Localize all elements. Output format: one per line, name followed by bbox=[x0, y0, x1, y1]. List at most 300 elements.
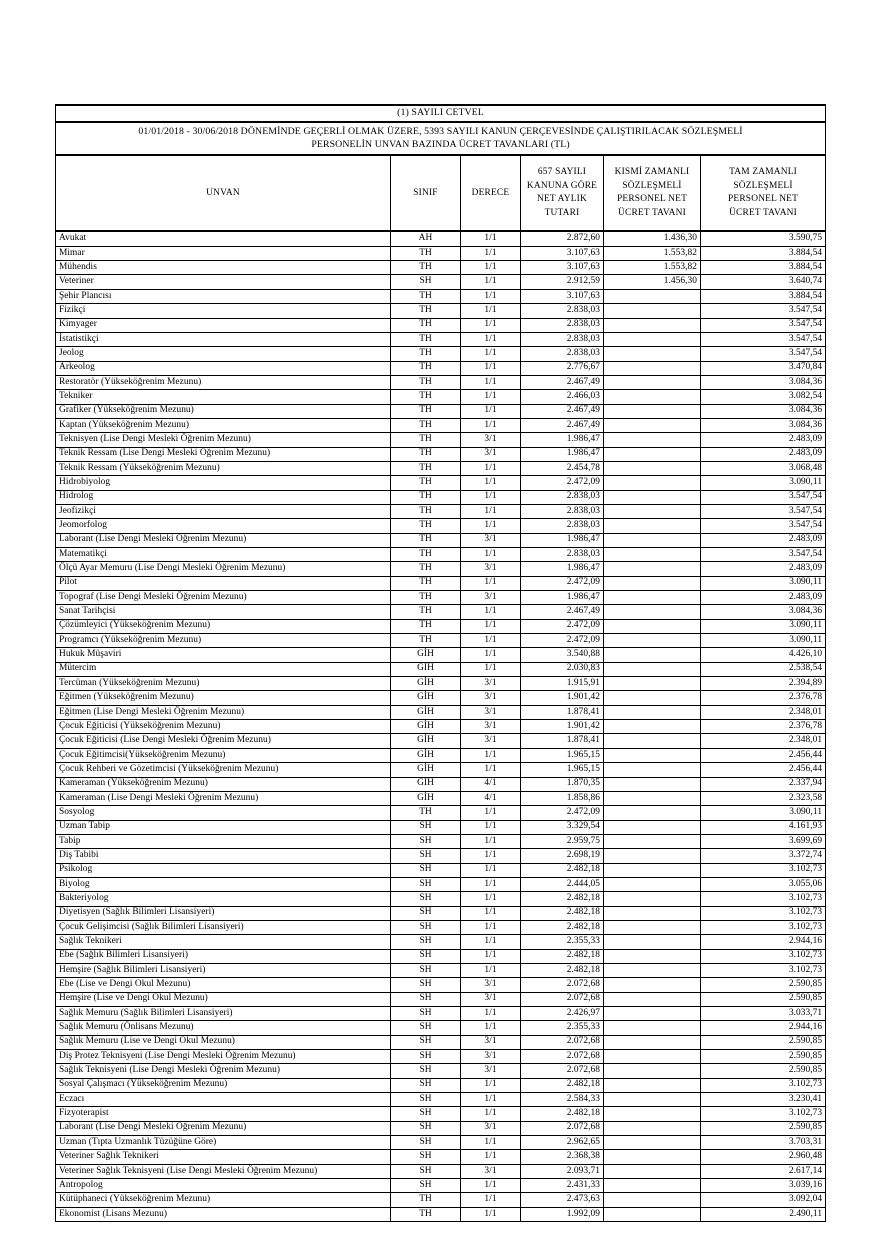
cell-sinif: SH bbox=[391, 1050, 461, 1064]
cell-tam-zamanli-tavan: 4.161,93 bbox=[701, 820, 826, 834]
cell-kismi-zamanli-tavan: 1.456,30 bbox=[604, 275, 701, 289]
table-row bbox=[56, 1150, 826, 1164]
cell-derece: 3/1 bbox=[461, 705, 521, 719]
cell-sinif: SH bbox=[391, 1093, 461, 1107]
cell-kismi-zamanli-tavan bbox=[604, 591, 701, 605]
cell-sinif: GİH bbox=[391, 677, 461, 691]
net-aylik-line-3: NET AYLIK bbox=[537, 194, 587, 205]
cell-kismi-zamanli-tavan bbox=[604, 304, 701, 318]
cell-unvan: Sağlık Teknikeri bbox=[56, 935, 391, 949]
cell-derece: 1/1 bbox=[461, 548, 521, 562]
cell-sinif: SH bbox=[391, 935, 461, 949]
cell-kismi-zamanli-tavan bbox=[604, 662, 701, 676]
table-row bbox=[56, 404, 826, 418]
cell-unvan: Matematikçi bbox=[56, 548, 391, 562]
cell-net-aylik-tutari: 2.838,03 bbox=[521, 347, 604, 361]
cell-kismi-zamanli-tavan bbox=[604, 877, 701, 891]
table-row bbox=[56, 533, 826, 547]
cell-kismi-zamanli-tavan bbox=[604, 677, 701, 691]
table-row bbox=[56, 963, 826, 977]
cell-unvan: Psikolog bbox=[56, 863, 391, 877]
cell-derece: 1/1 bbox=[461, 490, 521, 504]
cell-kismi-zamanli-tavan: 1.553,82 bbox=[604, 261, 701, 275]
cell-sinif: TH bbox=[391, 347, 461, 361]
cell-net-aylik-tutari: 2.072,68 bbox=[521, 1121, 604, 1135]
cell-sinif: TH bbox=[391, 634, 461, 648]
cell-derece: 1/1 bbox=[461, 246, 521, 260]
table-row bbox=[56, 1164, 826, 1178]
cell-unvan: Antropolog bbox=[56, 1179, 391, 1193]
cell-tam-zamanli-tavan: 3.068,48 bbox=[701, 461, 826, 475]
cell-derece: 1/1 bbox=[461, 275, 521, 289]
cell-unvan: Laborant (Lise Dengi Mesleki Öğrenim Mezunu) bbox=[56, 1121, 391, 1135]
table-row bbox=[56, 476, 826, 490]
cell-tam-zamanli-tavan: 3.102,73 bbox=[701, 1107, 826, 1121]
cell-net-aylik-tutari: 2.072,68 bbox=[521, 992, 604, 1006]
cell-derece: 1/1 bbox=[461, 1107, 521, 1121]
cell-kismi-zamanli-tavan bbox=[604, 834, 701, 848]
cell-kismi-zamanli-tavan bbox=[604, 892, 701, 906]
cell-net-aylik-tutari: 2.912,59 bbox=[521, 275, 604, 289]
column-header-kismi-zamanli bbox=[604, 155, 701, 231]
cell-tam-zamanli-tavan: 2.590,85 bbox=[701, 992, 826, 1006]
table-row bbox=[56, 992, 826, 1006]
table-header bbox=[56, 105, 826, 231]
cell-sinif: TH bbox=[391, 447, 461, 461]
table-row bbox=[56, 791, 826, 805]
cell-derece: 1/1 bbox=[461, 963, 521, 977]
cell-derece: 1/1 bbox=[461, 1207, 521, 1221]
table-row bbox=[56, 1121, 826, 1135]
cell-kismi-zamanli-tavan bbox=[604, 347, 701, 361]
cell-unvan: Fizikçi bbox=[56, 304, 391, 318]
cell-kismi-zamanli-tavan bbox=[604, 404, 701, 418]
cell-derece: 1/1 bbox=[461, 375, 521, 389]
cell-tam-zamanli-tavan: 2.590,85 bbox=[701, 1064, 826, 1078]
cell-unvan: Biyolog bbox=[56, 877, 391, 891]
cell-sinif: TH bbox=[391, 562, 461, 576]
table-row bbox=[56, 906, 826, 920]
cell-kismi-zamanli-tavan bbox=[604, 791, 701, 805]
cell-derece: 3/1 bbox=[461, 1121, 521, 1135]
table-row bbox=[56, 261, 826, 275]
cell-kismi-zamanli-tavan bbox=[604, 648, 701, 662]
cell-unvan: Ölçü Ayar Memuru (Lise Dengi Mesleki Öğrenim Mezunu) bbox=[56, 562, 391, 576]
cell-derece: 1/1 bbox=[461, 863, 521, 877]
cell-unvan: Kameraman (Lise Dengi Mesleki Öğrenim Mezunu) bbox=[56, 791, 391, 805]
cell-derece: 4/1 bbox=[461, 777, 521, 791]
cell-net-aylik-tutari: 1.986,47 bbox=[521, 591, 604, 605]
tam-line-3: PERSONEL NET bbox=[728, 194, 799, 205]
cell-sinif: SH bbox=[391, 834, 461, 848]
cell-kismi-zamanli-tavan bbox=[604, 849, 701, 863]
cell-net-aylik-tutari: 2.838,03 bbox=[521, 490, 604, 504]
table-row bbox=[56, 591, 826, 605]
table-row bbox=[56, 1035, 826, 1049]
cell-net-aylik-tutari: 2.838,03 bbox=[521, 332, 604, 346]
cell-tam-zamanli-tavan: 2.376,78 bbox=[701, 691, 826, 705]
net-aylik-line-2: KANUNA GÖRE bbox=[526, 180, 598, 191]
table-row bbox=[56, 677, 826, 691]
cell-tam-zamanli-tavan: 3.102,73 bbox=[701, 906, 826, 920]
table-row bbox=[56, 289, 826, 303]
cell-derece: 1/1 bbox=[461, 820, 521, 834]
cell-unvan: Kimyager bbox=[56, 318, 391, 332]
cell-kismi-zamanli-tavan bbox=[604, 519, 701, 533]
cell-kismi-zamanli-tavan bbox=[604, 375, 701, 389]
cell-unvan: Çocuk Gelişimcisi (Sağlık Bilimleri Lisansiyeri) bbox=[56, 920, 391, 934]
cell-sinif: TH bbox=[391, 375, 461, 389]
cell-unvan: Uzman (Tıpta Uzmanlık Tüzüğüne Göre) bbox=[56, 1136, 391, 1150]
cell-unvan: Hemşire (Lise ve Dengi Okul Mezunu) bbox=[56, 992, 391, 1006]
cell-kismi-zamanli-tavan bbox=[604, 935, 701, 949]
cell-net-aylik-tutari: 3.107,63 bbox=[521, 261, 604, 275]
cell-tam-zamanli-tavan: 3.039,16 bbox=[701, 1179, 826, 1193]
cell-tam-zamanli-tavan: 2.590,85 bbox=[701, 1035, 826, 1049]
table-row bbox=[56, 490, 826, 504]
cell-net-aylik-tutari: 2.962,65 bbox=[521, 1136, 604, 1150]
cell-derece: 3/1 bbox=[461, 591, 521, 605]
cell-unvan: Diş Tabibi bbox=[56, 849, 391, 863]
cell-derece: 1/1 bbox=[461, 361, 521, 375]
table-row bbox=[56, 433, 826, 447]
cell-kismi-zamanli-tavan bbox=[604, 734, 701, 748]
cell-tam-zamanli-tavan: 3.102,73 bbox=[701, 963, 826, 977]
cell-sinif: GİH bbox=[391, 705, 461, 719]
table-row bbox=[56, 648, 826, 662]
cell-tam-zamanli-tavan: 3.033,71 bbox=[701, 1007, 826, 1021]
table-subtitle bbox=[56, 122, 826, 155]
cell-sinif: TH bbox=[391, 591, 461, 605]
table-row bbox=[56, 949, 826, 963]
cell-tam-zamanli-tavan: 3.084,36 bbox=[701, 418, 826, 432]
cell-tam-zamanli-tavan: 2.490,11 bbox=[701, 1207, 826, 1221]
cell-kismi-zamanli-tavan bbox=[604, 476, 701, 490]
cell-sinif: GİH bbox=[391, 763, 461, 777]
cell-sinif: SH bbox=[391, 1136, 461, 1150]
table-row bbox=[56, 920, 826, 934]
cell-kismi-zamanli-tavan bbox=[604, 1050, 701, 1064]
cell-tam-zamanli-tavan: 3.884,54 bbox=[701, 261, 826, 275]
cell-net-aylik-tutari: 1.878,41 bbox=[521, 734, 604, 748]
cell-net-aylik-tutari: 2.467,49 bbox=[521, 605, 604, 619]
cell-kismi-zamanli-tavan bbox=[604, 634, 701, 648]
cell-unvan: Sağlık Memuru (Lise ve Dengi Okul Mezunu) bbox=[56, 1035, 391, 1049]
cell-unvan: Sosyal Çalışmacı (Yükseköğrenim Mezunu) bbox=[56, 1078, 391, 1092]
cell-tam-zamanli-tavan: 2.394,89 bbox=[701, 677, 826, 691]
cell-sinif: TH bbox=[391, 1207, 461, 1221]
cell-derece: 1/1 bbox=[461, 476, 521, 490]
cell-unvan: Jeomorfolog bbox=[56, 519, 391, 533]
cell-tam-zamanli-tavan: 3.102,73 bbox=[701, 892, 826, 906]
cell-net-aylik-tutari: 2.467,49 bbox=[521, 418, 604, 432]
cell-derece: 3/1 bbox=[461, 992, 521, 1006]
table-row bbox=[56, 1193, 826, 1207]
table-row bbox=[56, 519, 826, 533]
cell-kismi-zamanli-tavan bbox=[604, 533, 701, 547]
table-row bbox=[56, 691, 826, 705]
table-row bbox=[56, 978, 826, 992]
cell-unvan: Teknik Ressam (Yükseköğrenim Mezunu) bbox=[56, 461, 391, 475]
cell-sinif: SH bbox=[391, 1164, 461, 1178]
cell-unvan: Teknik Ressam (Lise Dengi Mesleki Öğrenim Mezunu) bbox=[56, 447, 391, 461]
cell-derece: 3/1 bbox=[461, 1064, 521, 1078]
cell-tam-zamanli-tavan: 2.944,16 bbox=[701, 1021, 826, 1035]
table-row bbox=[56, 720, 826, 734]
cell-unvan: Ebe (Sağlık Bilimleri Lisansiyeri) bbox=[56, 949, 391, 963]
cell-net-aylik-tutari: 2.482,18 bbox=[521, 1078, 604, 1092]
cell-sinif: TH bbox=[391, 246, 461, 260]
cell-sinif: SH bbox=[391, 920, 461, 934]
table-row bbox=[56, 1107, 826, 1121]
cell-kismi-zamanli-tavan bbox=[604, 1007, 701, 1021]
table-row bbox=[56, 562, 826, 576]
cell-sinif: SH bbox=[391, 275, 461, 289]
table-row bbox=[56, 1136, 826, 1150]
cell-net-aylik-tutari: 2.482,18 bbox=[521, 949, 604, 963]
cell-sinif: TH bbox=[391, 361, 461, 375]
cell-unvan: Veteriner Sağlık Teknisyeni (Lise Dengi Mesleki Öğrenim Mezunu) bbox=[56, 1164, 391, 1178]
cell-sinif: GİH bbox=[391, 748, 461, 762]
kismi-line-2: SÖZLEŞMELİ bbox=[622, 180, 682, 191]
cell-tam-zamanli-tavan: 3.547,54 bbox=[701, 548, 826, 562]
cell-unvan: Sağlık Memuru (Sağlık Bilimleri Lisansiyeri) bbox=[56, 1007, 391, 1021]
cell-sinif: TH bbox=[391, 304, 461, 318]
cell-tam-zamanli-tavan: 2.590,85 bbox=[701, 1121, 826, 1135]
table-row bbox=[56, 447, 826, 461]
cell-sinif: TH bbox=[391, 418, 461, 432]
cell-kismi-zamanli-tavan bbox=[604, 1164, 701, 1178]
cell-sinif: GİH bbox=[391, 791, 461, 805]
cell-sinif: TH bbox=[391, 605, 461, 619]
cell-sinif: SH bbox=[391, 963, 461, 977]
cell-tam-zamanli-tavan: 2.590,85 bbox=[701, 978, 826, 992]
cell-unvan: Eczacı bbox=[56, 1093, 391, 1107]
cell-net-aylik-tutari: 2.030,83 bbox=[521, 662, 604, 676]
cell-sinif: TH bbox=[391, 519, 461, 533]
cell-kismi-zamanli-tavan bbox=[604, 361, 701, 375]
cell-sinif: TH bbox=[391, 289, 461, 303]
cell-sinif: SH bbox=[391, 820, 461, 834]
cell-kismi-zamanli-tavan bbox=[604, 332, 701, 346]
cell-derece: 3/1 bbox=[461, 691, 521, 705]
table-row bbox=[56, 1207, 826, 1221]
cell-tam-zamanli-tavan: 2.348,01 bbox=[701, 734, 826, 748]
cell-kismi-zamanli-tavan bbox=[604, 978, 701, 992]
cell-unvan: İstatistikçi bbox=[56, 332, 391, 346]
cell-kismi-zamanli-tavan bbox=[604, 906, 701, 920]
cell-kismi-zamanli-tavan bbox=[604, 490, 701, 504]
cell-sinif: GİH bbox=[391, 691, 461, 705]
cell-kismi-zamanli-tavan bbox=[604, 992, 701, 1006]
cell-unvan: Mütercim bbox=[56, 662, 391, 676]
cell-tam-zamanli-tavan: 3.884,54 bbox=[701, 246, 826, 260]
cell-derece: 1/1 bbox=[461, 1150, 521, 1164]
cell-tam-zamanli-tavan: 3.055,06 bbox=[701, 877, 826, 891]
cell-net-aylik-tutari: 2.838,03 bbox=[521, 548, 604, 562]
cell-tam-zamanli-tavan: 3.090,11 bbox=[701, 576, 826, 590]
table-row bbox=[56, 662, 826, 676]
cell-derece: 1/1 bbox=[461, 763, 521, 777]
cell-sinif: SH bbox=[391, 1064, 461, 1078]
cell-kismi-zamanli-tavan bbox=[604, 318, 701, 332]
cell-derece: 1/1 bbox=[461, 892, 521, 906]
cell-derece: 4/1 bbox=[461, 791, 521, 805]
table-row bbox=[56, 634, 826, 648]
column-header-net-aylik-tutari bbox=[521, 155, 604, 231]
cell-sinif: SH bbox=[391, 992, 461, 1006]
cell-net-aylik-tutari: 2.472,09 bbox=[521, 634, 604, 648]
cell-net-aylik-tutari: 3.329,54 bbox=[521, 820, 604, 834]
cell-derece: 1/1 bbox=[461, 519, 521, 533]
cell-tam-zamanli-tavan: 3.090,11 bbox=[701, 634, 826, 648]
cell-kismi-zamanli-tavan bbox=[604, 1021, 701, 1035]
cell-derece: 1/1 bbox=[461, 318, 521, 332]
cell-unvan: Bakteriyolog bbox=[56, 892, 391, 906]
cell-sinif: SH bbox=[391, 1035, 461, 1049]
subtitle-line-1: 01/01/2018 - 30/06/2018 DÖNEMİNDE GEÇERLİ OLMAK ÜZERE, 5393 SAYILI KANUN ÇERÇEVESİNDE ÇALIŞTIRILACAK SÖZLEŞMELİ bbox=[138, 126, 743, 137]
cell-derece: 1/1 bbox=[461, 289, 521, 303]
cell-sinif: SH bbox=[391, 849, 461, 863]
cell-tam-zamanli-tavan: 3.082,54 bbox=[701, 390, 826, 404]
cell-kismi-zamanli-tavan bbox=[604, 720, 701, 734]
cell-unvan: Diyetisyen (Sağlık Bilimleri Lisansiyeri) bbox=[56, 906, 391, 920]
cell-tam-zamanli-tavan: 3.102,73 bbox=[701, 920, 826, 934]
cell-kismi-zamanli-tavan bbox=[604, 1121, 701, 1135]
cell-tam-zamanli-tavan: 3.090,11 bbox=[701, 619, 826, 633]
cell-sinif: SH bbox=[391, 863, 461, 877]
cell-kismi-zamanli-tavan bbox=[604, 920, 701, 934]
cell-unvan: Kameraman (Yükseköğrenim Mezunu) bbox=[56, 777, 391, 791]
cell-unvan: Jeofizikçi bbox=[56, 504, 391, 518]
cell-sinif: AH bbox=[391, 231, 461, 246]
cell-net-aylik-tutari: 2.368,38 bbox=[521, 1150, 604, 1164]
cell-net-aylik-tutari: 1.986,47 bbox=[521, 447, 604, 461]
cell-derece: 3/1 bbox=[461, 720, 521, 734]
cell-net-aylik-tutari: 2.472,09 bbox=[521, 476, 604, 490]
cell-net-aylik-tutari: 2.698,19 bbox=[521, 849, 604, 863]
cell-net-aylik-tutari: 2.872,60 bbox=[521, 231, 604, 246]
salary-table bbox=[55, 104, 826, 1222]
cell-tam-zamanli-tavan: 4.426,10 bbox=[701, 648, 826, 662]
table-row bbox=[56, 619, 826, 633]
cell-net-aylik-tutari: 2.093,71 bbox=[521, 1164, 604, 1178]
cell-net-aylik-tutari: 2.426,97 bbox=[521, 1007, 604, 1021]
cell-kismi-zamanli-tavan bbox=[604, 504, 701, 518]
cell-net-aylik-tutari: 1.858,86 bbox=[521, 791, 604, 805]
cell-unvan: Eğitmen (Yükseköğrenim Mezunu) bbox=[56, 691, 391, 705]
cell-kismi-zamanli-tavan bbox=[604, 1093, 701, 1107]
cell-tam-zamanli-tavan: 2.456,44 bbox=[701, 748, 826, 762]
cell-derece: 3/1 bbox=[461, 1050, 521, 1064]
cell-unvan: Eğitmen (Lise Dengi Mesleki Öğrenim Mezunu) bbox=[56, 705, 391, 719]
cell-derece: 3/1 bbox=[461, 1035, 521, 1049]
cell-net-aylik-tutari: 3.107,63 bbox=[521, 246, 604, 260]
cell-sinif: SH bbox=[391, 1021, 461, 1035]
cell-kismi-zamanli-tavan bbox=[604, 1107, 701, 1121]
cell-unvan: Sağlık Memuru (Önlisans Mezunu) bbox=[56, 1021, 391, 1035]
cell-kismi-zamanli-tavan bbox=[604, 1150, 701, 1164]
net-aylik-line-1: 657 SAYILI bbox=[537, 167, 587, 178]
cell-kismi-zamanli-tavan bbox=[604, 461, 701, 475]
cell-net-aylik-tutari: 2.431,33 bbox=[521, 1179, 604, 1193]
cell-kismi-zamanli-tavan bbox=[604, 576, 701, 590]
cell-net-aylik-tutari: 2.838,03 bbox=[521, 318, 604, 332]
cell-net-aylik-tutari: 2.482,18 bbox=[521, 863, 604, 877]
cell-sinif: SH bbox=[391, 877, 461, 891]
cell-derece: 1/1 bbox=[461, 834, 521, 848]
table-row bbox=[56, 734, 826, 748]
table-row bbox=[56, 834, 826, 848]
table-row bbox=[56, 1050, 826, 1064]
table-row bbox=[56, 877, 826, 891]
cell-unvan: Grafiker (Yükseköğrenim Mezunu) bbox=[56, 404, 391, 418]
cell-net-aylik-tutari: 2.472,09 bbox=[521, 806, 604, 820]
cell-sinif: SH bbox=[391, 906, 461, 920]
cell-derece: 3/1 bbox=[461, 1164, 521, 1178]
cell-tam-zamanli-tavan: 3.084,36 bbox=[701, 404, 826, 418]
cell-tam-zamanli-tavan: 3.640,74 bbox=[701, 275, 826, 289]
cell-sinif: TH bbox=[391, 318, 461, 332]
cell-kismi-zamanli-tavan bbox=[604, 390, 701, 404]
cell-net-aylik-tutari: 2.838,03 bbox=[521, 519, 604, 533]
cell-derece: 1/1 bbox=[461, 576, 521, 590]
cell-derece: 1/1 bbox=[461, 877, 521, 891]
cell-kismi-zamanli-tavan bbox=[604, 1193, 701, 1207]
cell-net-aylik-tutari: 2.473,63 bbox=[521, 1193, 604, 1207]
cell-unvan: Şehir Plancısı bbox=[56, 289, 391, 303]
cell-kismi-zamanli-tavan bbox=[604, 605, 701, 619]
cell-sinif: TH bbox=[391, 461, 461, 475]
cell-net-aylik-tutari: 2.959,75 bbox=[521, 834, 604, 848]
table-row bbox=[56, 576, 826, 590]
cell-net-aylik-tutari: 2.454,78 bbox=[521, 461, 604, 475]
cell-net-aylik-tutari: 1.901,42 bbox=[521, 720, 604, 734]
cell-derece: 1/1 bbox=[461, 1021, 521, 1035]
table-row bbox=[56, 763, 826, 777]
cell-derece: 1/1 bbox=[461, 605, 521, 619]
cell-kismi-zamanli-tavan bbox=[604, 777, 701, 791]
table-row bbox=[56, 748, 826, 762]
cell-kismi-zamanli-tavan bbox=[604, 1078, 701, 1092]
table-row bbox=[56, 375, 826, 389]
cell-kismi-zamanli-tavan bbox=[604, 289, 701, 303]
table-row bbox=[56, 892, 826, 906]
table-row bbox=[56, 705, 826, 719]
cell-sinif: TH bbox=[391, 332, 461, 346]
cell-kismi-zamanli-tavan bbox=[604, 619, 701, 633]
salary-table-sheet bbox=[55, 104, 825, 1222]
cell-derece: 1/1 bbox=[461, 404, 521, 418]
cell-net-aylik-tutari: 1.915,91 bbox=[521, 677, 604, 691]
cell-net-aylik-tutari: 2.472,09 bbox=[521, 619, 604, 633]
subtitle-line-2: PERSONELİN UNVAN BAZINDA ÜCRET TAVANLARI (TL) bbox=[311, 139, 570, 151]
cell-derece: 1/1 bbox=[461, 231, 521, 246]
cell-kismi-zamanli-tavan bbox=[604, 806, 701, 820]
cell-tam-zamanli-tavan: 3.372,74 bbox=[701, 849, 826, 863]
tam-line-2: SÖZLEŞMELİ bbox=[733, 180, 793, 191]
cell-derece: 1/1 bbox=[461, 304, 521, 318]
cell-derece: 1/1 bbox=[461, 418, 521, 432]
cell-unvan: Tabip bbox=[56, 834, 391, 848]
cell-tam-zamanli-tavan: 3.547,54 bbox=[701, 490, 826, 504]
cell-unvan: Teknisyen (Lise Dengi Mesleki Öğrenim Mezunu) bbox=[56, 433, 391, 447]
cell-kismi-zamanli-tavan bbox=[604, 748, 701, 762]
cell-net-aylik-tutari: 2.482,18 bbox=[521, 906, 604, 920]
cell-net-aylik-tutari: 2.482,18 bbox=[521, 920, 604, 934]
column-header-row bbox=[56, 155, 826, 231]
cell-sinif: SH bbox=[391, 1150, 461, 1164]
